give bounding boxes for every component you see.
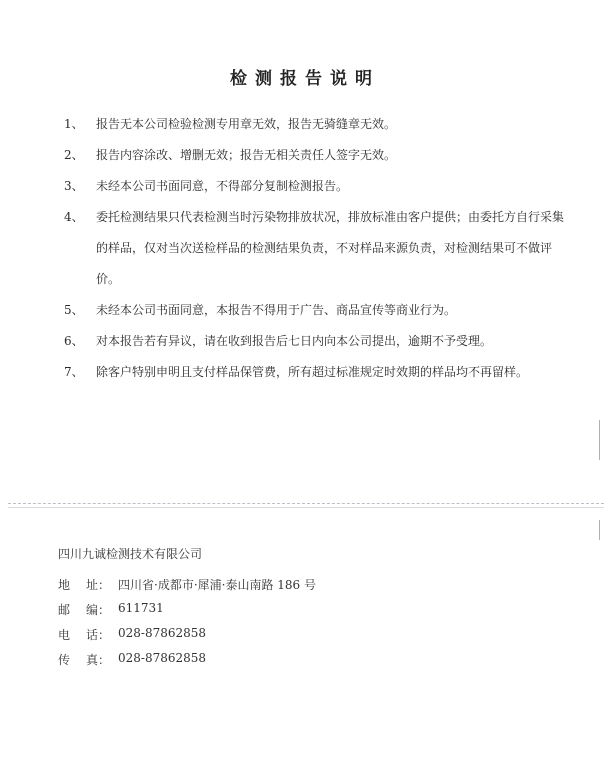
item-number: 1、: [64, 117, 84, 131]
contact-label: 编：: [86, 603, 111, 617]
divider: [8, 507, 604, 508]
contact-value: 028-87862858: [118, 651, 207, 665]
item-text: 未经本公司书面同意，本报告不得用于广告、商品宣传等商业行为。: [96, 303, 457, 317]
contact-label: 话：: [86, 628, 111, 642]
seal-edge-mark: [599, 420, 608, 460]
item-number: 3、: [64, 179, 84, 193]
item-text: 对本报告若有异议，请在收到报告后七日内向本公司提出，逾期不予受理。: [96, 334, 493, 348]
seal-edge-mark: [599, 520, 608, 540]
contact-label: 址：: [86, 578, 111, 592]
item-text: 未经本公司书面同意，不得部分复制检测报告。: [96, 179, 349, 193]
contact-phone: [58, 626, 206, 643]
contact-label: 真：: [86, 653, 111, 667]
list-item: [64, 109, 564, 140]
contact-fax: [58, 651, 206, 668]
list-item: [64, 326, 564, 357]
contact-value: 四川省·成都市·犀浦·泰山南路 186 号: [118, 578, 316, 592]
contact-value: 611731: [118, 601, 164, 615]
divider: [8, 503, 604, 504]
item-number: 6、: [64, 334, 84, 348]
item-number: 2、: [64, 148, 84, 162]
contact-label: 邮: [58, 603, 71, 617]
contact-label: 传: [58, 653, 71, 667]
list-item: [64, 357, 564, 388]
item-number: 5、: [64, 303, 84, 317]
contact-postcode: [58, 601, 164, 618]
list-item: [64, 140, 564, 171]
list-item: [64, 171, 564, 202]
item-text: 报告内容涂改、增删无效；报告无相关责任人签字无效。: [96, 148, 397, 162]
company-name: 四川九诚检测技术有限公司: [58, 547, 203, 561]
item-number: 4、: [64, 210, 84, 224]
list-item: [64, 295, 564, 326]
item-text: 除客户特别申明且支付样品保管费，所有超过标准规定时效期的样品均不再留样。: [96, 365, 529, 379]
item-text: 报告无本公司检验检测专用章无效，报告无骑缝章无效。: [96, 117, 397, 131]
list-item: [64, 202, 564, 295]
item-text: 委托检测结果只代表检测当时污染物排放状况，排放标准由客户提供；由委托方自行采集的样品，仅对当次送检样品的检测结果负责，不对样品来源负责，对检测结果可不做评价。: [96, 210, 565, 286]
page-title: 检测报告说明: [230, 69, 380, 89]
contact-label: 地: [58, 578, 71, 592]
contact-address: [58, 576, 316, 593]
contact-label: 电: [58, 628, 71, 642]
contact-value: 028-87862858: [118, 626, 207, 640]
item-number: 7、: [64, 365, 84, 379]
